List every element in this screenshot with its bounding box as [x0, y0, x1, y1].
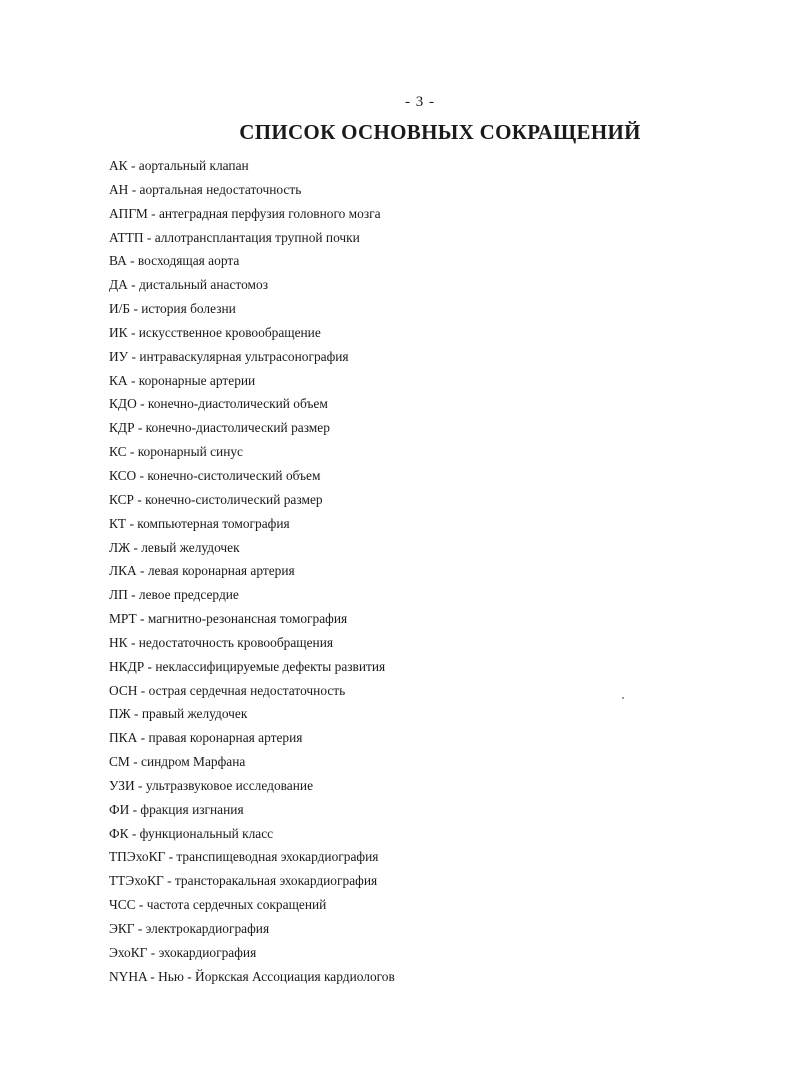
list-item	[109, 871, 395, 895]
abbreviation-definition: коронарный синус	[137, 444, 243, 460]
abbreviation-term: АН	[109, 181, 129, 197]
abbreviation-definition: фракция изгнания	[140, 801, 244, 817]
abbreviation-term: ЧСС	[109, 897, 136, 913]
list-item	[109, 156, 395, 180]
abbreviation-term: АПГМ	[109, 205, 148, 221]
abbreviation-separator: -	[143, 229, 155, 245]
abbreviation-separator: -	[130, 706, 142, 722]
abbreviation-term: ЛКА	[109, 563, 137, 579]
abbreviation-definition: коронарные артерии	[138, 372, 256, 388]
abbreviation-separator: -	[129, 754, 141, 770]
abbreviation-definition: транспищеводная эхокардиография	[176, 849, 379, 865]
abbreviation-term: КТ	[109, 515, 127, 531]
abbreviation-term: АТТП	[109, 229, 144, 245]
abbreviation-separator: -	[126, 444, 138, 460]
abbreviation-term: ИК	[109, 324, 128, 340]
abbreviation-separator: -	[136, 467, 148, 483]
abbreviation-term: КДО	[109, 396, 137, 412]
list-item	[109, 299, 395, 323]
list-item	[109, 371, 395, 395]
abbreviation-separator: -	[127, 587, 139, 603]
list-item	[109, 967, 395, 991]
abbreviation-term: ДА	[109, 277, 128, 293]
abbreviation-definition: левая коронарная артерия	[147, 563, 295, 579]
list-item	[109, 704, 395, 728]
list-item	[109, 347, 395, 371]
abbreviation-separator: -	[127, 158, 139, 173]
abbreviation-definition: антеградная перфузия головного мозга	[158, 205, 381, 221]
abbreviation-separator: -	[127, 324, 139, 340]
list-item	[109, 609, 395, 633]
list-item	[109, 442, 395, 466]
abbreviation-definition: острая сердечная недостаточность	[148, 682, 346, 698]
list-item	[109, 633, 395, 657]
page-title: СПИСОК ОСНОВНЫХ СОКРАЩЕНИЙ	[239, 120, 641, 144]
list-item	[109, 394, 395, 418]
abbreviation-definition: конечно-систолический объем	[147, 467, 321, 483]
list-item	[109, 228, 395, 252]
abbreviation-term: ТПЭхоКГ	[109, 849, 166, 865]
abbreviation-term: ПКА	[109, 730, 138, 746]
abbreviation-definition: электрокардиография	[145, 921, 270, 936]
abbreviation-definition: эхокардиография	[158, 944, 257, 960]
list-item	[109, 275, 395, 299]
abbreviation-definition: частота сердечных сокращений	[146, 897, 327, 913]
abbreviation-definition: правая коронарная артерия	[148, 730, 303, 746]
abbreviation-term: NYHA	[109, 968, 147, 984]
abbreviation-term: И/Б	[109, 301, 131, 317]
list-item	[109, 418, 395, 442]
abbreviation-separator: -	[128, 181, 140, 197]
list-item	[109, 943, 395, 967]
list-item	[109, 180, 395, 204]
abbreviation-definition: восходящая аорта	[137, 253, 240, 269]
abbreviation-term: ПЖ	[109, 706, 131, 722]
abbreviation-separator: -	[129, 801, 141, 817]
abbreviation-definition: аллотрансплантация трупной почки	[154, 229, 360, 245]
abbreviation-separator: -	[144, 658, 156, 674]
abbreviation-definition: конечно-диастолический размер	[145, 420, 330, 436]
list-item	[109, 514, 395, 538]
abbreviation-term: УЗИ	[109, 777, 135, 793]
abbreviation-term: ЭКГ	[109, 921, 135, 936]
abbreviation-separator: -	[134, 420, 146, 436]
list-item	[109, 847, 395, 871]
abbreviation-separator: -	[133, 491, 146, 507]
abbreviation-separator: -	[136, 396, 148, 412]
abbreviation-definition: функциональный класс	[139, 825, 274, 841]
abbreviation-definition: трансторакальная эхокардиография	[174, 873, 378, 889]
list-item	[109, 895, 395, 919]
abbreviation-separator: -	[126, 253, 138, 269]
list-item	[109, 728, 395, 752]
list-item	[109, 776, 395, 800]
abbreviation-term: НКДР	[109, 658, 145, 674]
abbreviation-separator: -	[127, 634, 139, 650]
abbreviation-definition: левое предсердие	[138, 587, 239, 603]
abbreviation-separator: -	[128, 825, 140, 841]
list-item	[109, 466, 395, 490]
list-item	[109, 919, 395, 943]
abbreviation-definition: ультразвуковое исследование	[145, 777, 314, 793]
abbreviation-separator: -	[126, 515, 138, 531]
abbreviation-separator: -	[137, 682, 149, 698]
abbreviation-definition: Нью - Йоркская Ассоциация кардиологов	[158, 968, 395, 984]
list-item	[109, 251, 395, 275]
list-item	[109, 561, 395, 585]
abbreviation-term: ЛП	[109, 587, 128, 603]
abbreviation-definition: левый желудочек	[141, 539, 240, 555]
abbreviation-definition: компьютерная томография	[137, 515, 290, 531]
abbreviation-definition: недостаточность кровообращения	[138, 634, 334, 650]
abbreviation-separator: -	[136, 563, 148, 579]
abbreviation-definition: конечно-диастолический объем	[147, 396, 328, 412]
abbreviation-term: МРТ	[109, 611, 137, 627]
abbreviation-definition: неклассифицируемые дефекты развития	[155, 658, 386, 674]
abbreviation-term: АК	[109, 158, 128, 173]
list-item	[109, 538, 395, 562]
abbreviation-definition: магнитно-резонансная томография	[147, 611, 348, 627]
abbreviation-separator: -	[128, 348, 140, 364]
abbreviation-separator: -	[130, 301, 142, 317]
abbreviation-term: КА	[109, 372, 128, 388]
abbreviation-separator: -	[127, 372, 139, 388]
list-item	[109, 490, 395, 514]
abbreviation-separator: -	[127, 277, 139, 293]
abbreviation-definition: аортальная недостаточность	[139, 181, 302, 197]
abbreviation-definition: дистальный анастомоз	[138, 277, 269, 293]
abbreviation-term: ФК	[109, 825, 129, 841]
abbreviation-term: НК	[109, 634, 128, 650]
abbreviation-term: ТТЭхоКГ	[109, 873, 164, 889]
list-item	[109, 323, 395, 347]
abbreviation-definition: конечно-систолический размер	[145, 491, 323, 507]
page-number: - 3 -	[405, 94, 435, 110]
abbreviation-separator: -	[165, 849, 177, 865]
abbreviation-separator: -	[135, 897, 147, 913]
abbreviation-separator: -	[146, 968, 159, 984]
abbreviation-term: ФИ	[109, 801, 130, 817]
abbreviation-term: ЭхоКГ	[109, 944, 148, 960]
list-item	[109, 824, 395, 848]
list-item	[109, 752, 395, 776]
abbreviation-term: ОСН	[109, 682, 138, 698]
abbreviation-separator: -	[147, 205, 159, 221]
abbreviation-separator: -	[163, 873, 175, 889]
abbreviation-separator: -	[134, 921, 146, 936]
abbreviation-separator: -	[134, 777, 146, 793]
abbreviation-term: КС	[109, 444, 127, 460]
abbreviation-definition: искусственное кровообращение	[138, 324, 321, 340]
abbreviation-definition: аортальный клапан	[138, 158, 249, 173]
abbreviation-term: КДР	[109, 420, 135, 436]
list-item	[109, 657, 395, 681]
abbreviation-definition: история болезни	[141, 301, 236, 317]
abbreviation-term: ЛЖ	[109, 539, 131, 555]
abbreviation-term: СМ	[109, 754, 130, 770]
list-item	[109, 681, 395, 705]
list-item	[109, 800, 395, 824]
abbreviation-term: ВА	[109, 253, 127, 269]
abbreviation-definition: правый желудочек	[141, 706, 248, 722]
abbreviation-term: ИУ	[109, 348, 129, 364]
list-item	[109, 204, 395, 228]
list-item	[109, 585, 395, 609]
abbreviation-term: КСО	[109, 467, 137, 483]
scan-speck	[622, 697, 624, 699]
abbreviation-definition: интраваскулярная ультрасонография	[139, 348, 349, 364]
abbreviation-separator: -	[136, 611, 148, 627]
abbreviation-term: КСР	[109, 491, 134, 507]
abbreviation-separator: -	[147, 944, 159, 960]
abbreviation-separator: -	[137, 730, 149, 746]
abbreviation-list	[109, 156, 395, 991]
abbreviation-definition: синдром Марфана	[141, 754, 246, 770]
abbreviation-separator: -	[130, 539, 142, 555]
